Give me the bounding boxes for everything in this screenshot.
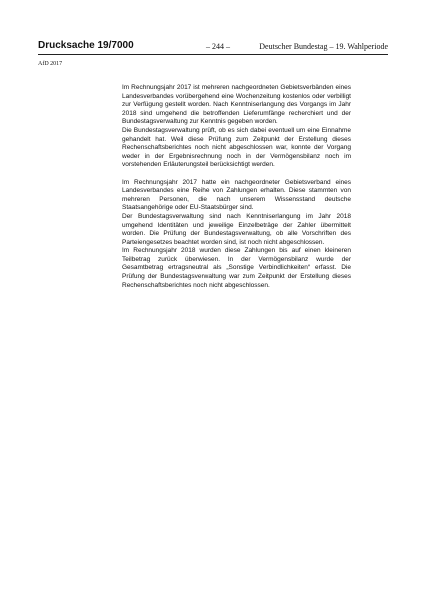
paragraph-gap — [122, 170, 351, 179]
body-text — [122, 84, 351, 290]
document-number: Drucksache 19/7000 — [38, 40, 134, 51]
section-tag: AfD 2017 — [38, 61, 63, 67]
page-number: – 244 – — [206, 42, 230, 51]
page-header — [38, 40, 388, 55]
paragraph: Der Bundestagsverwaltung sind nach Kenntniserlangung im Jahr 2018 umgehend Identitäten und jeweilige Einzelbeträge der Zahler übermittelt worden. Die Prüfung der Bundestagsverwaltung, ob alle Vorschriften des Parteiengesetzes beachtet worden sind, ist noch nicht abgeschlossen. — [122, 212, 351, 246]
paragraph: Im Rechnungsjahr 2018 wurden diese Zahlungen bis auf einen kleineren Teilbetrag zurück überwiesen. In der Vermögensbilanz wurde der Gesamtbetrag ertragsneutral als „Sonstige Verbindlichkeiten“ erfasst. Die Prüfung der Bundestagsverwaltung war zum Zeitpunkt der Erstellung dieses Rechenschaftsberichtes noch nicht abgeschlossen. — [122, 247, 351, 289]
parliament-title: Deutscher Bundestag – 19. Wahlperiode — [259, 42, 388, 51]
paragraph: Im Rechnungsjahr 2017 ist mehreren nachgeordneten Gebietsverbänden eines Landesverbandes vorübergehend eine Wochenzeitung kostenlos oder verbilligt zur Verfügung gestellt worden. Nach Kenntniserlangung des Vorgangs im Jahr 2018 sind umgehend die betroffenden Lieferumfänge recherchiert und der Bundestagsverwaltung zur Kenntnis gegeben worden. — [122, 84, 351, 126]
paragraph: Die Bundestagsverwaltung prüft, ob es sich dabei eventuell um eine Einnahme gehandelt hat. Weil diese Prüfung zum Zeitpunkt der Erstellung dieses Rechenschaftsberichtes noch nicht abgeschlossen war, konnte der Vorgang weder in der Ergebnisrechnung noch in der Vermögensbilanz noch im vorstehenden Erläuterungsteil berücksichtigt werden. — [122, 126, 351, 169]
paragraph: Im Rechnungsjahr 2017 hatte ein nachgeordneter Gebietsverband eines Landesverbandes eine Reihe von Zahlungen erhalten. Diese stammten von mehreren Personen, die nach unserem Wissensstand deutsche Staatsangehörige oder EU-Staatsbürger sind. — [122, 178, 351, 212]
